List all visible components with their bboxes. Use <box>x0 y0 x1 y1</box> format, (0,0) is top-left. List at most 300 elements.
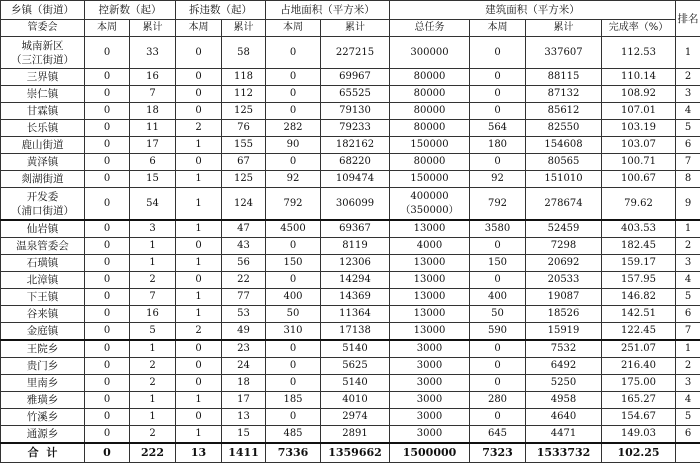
land-week-cell <box>266 69 321 86</box>
chaiwei-week-value: 1 <box>195 394 201 405</box>
kongxin-total-cell <box>130 358 176 375</box>
building-task-value: 3000 <box>417 411 442 422</box>
building-week-cell <box>470 137 526 154</box>
chaiwei-total-value: 112 <box>234 88 253 99</box>
building-total-value: 85612 <box>548 105 580 116</box>
chaiwei-total-value: 47 <box>237 223 250 234</box>
table-row <box>1 255 700 272</box>
table-row <box>1 272 700 289</box>
land-total-value: 306099 <box>336 198 374 209</box>
chaiwei-week-cell <box>176 238 222 255</box>
building-week-cell <box>470 171 526 188</box>
header-row-top <box>1 1 700 20</box>
land-week-cell <box>266 358 321 375</box>
chaiwei-week-value: 0 <box>195 411 201 422</box>
completion-rate-header: 完成率（%） <box>602 20 676 37</box>
kongxin-week-cell <box>85 137 130 154</box>
table-row <box>1 306 700 323</box>
chaiwei-total-value: 23 <box>237 343 250 354</box>
rank-cell <box>676 323 700 341</box>
land-total-value: 68220 <box>339 156 371 167</box>
building-week-cell <box>470 86 526 103</box>
chaiwei-week-value: 0 <box>195 47 201 58</box>
building-week-cell <box>470 238 526 255</box>
total-kongxin-total-cell: 222 <box>130 443 176 463</box>
kongxin-week-cell <box>85 272 130 289</box>
land-week-cell <box>266 289 321 306</box>
chaiwei-week-cell <box>176 171 222 188</box>
chaiwei-total-cell <box>222 103 266 120</box>
rank-cell <box>676 103 700 120</box>
chaiwei-week-cell <box>176 375 222 392</box>
rank-value: 6 <box>685 308 691 319</box>
chaiwei-total-value: 53 <box>237 308 250 319</box>
building-task-value: 80000 <box>414 71 446 82</box>
town-name-cell <box>1 272 85 289</box>
building-task-value: 80000 <box>414 122 446 133</box>
building-week-header: 本周 <box>470 20 526 37</box>
town-name: 剡湖街道 <box>22 173 64 185</box>
kongxin-week-cell <box>85 37 130 69</box>
chaiwei-total-value: 17 <box>237 394 250 405</box>
building-task-adjusted-value: （350000） <box>400 205 458 216</box>
kongxin-week-value: 0 <box>104 428 110 439</box>
table-row <box>1 392 700 409</box>
building-task-cell <box>390 409 470 426</box>
land-week-header: 本周 <box>266 20 321 37</box>
chaiwei-week-value: 0 <box>195 88 201 99</box>
chaiwei-total-cell <box>222 358 266 375</box>
land-week-cell <box>266 426 321 444</box>
rank-cell <box>676 340 700 358</box>
building-total-value: 80565 <box>548 156 580 167</box>
land-total-value: 2974 <box>342 411 367 422</box>
kongxin-week-value: 0 <box>104 360 110 371</box>
town-name: 金庭镇 <box>27 325 59 337</box>
building-task-value: 3000 <box>417 394 442 405</box>
kongxin-total-cell <box>130 220 176 238</box>
land-week-value: 0 <box>290 88 296 99</box>
building-task-value: 80000 <box>414 156 446 167</box>
chaiwei-total-cell <box>222 69 266 86</box>
rank-value: 7 <box>685 156 691 167</box>
kongxin-week-cell <box>85 238 130 255</box>
kongxin-week-value: 0 <box>104 377 110 388</box>
completion-rate-cell <box>602 375 676 392</box>
chaiwei-week-cell <box>176 188 222 221</box>
completion-rate-value: 100.67 <box>621 173 656 184</box>
building-total-value: 6492 <box>551 360 576 371</box>
building-task-cell <box>390 272 470 289</box>
land-total-value: 5140 <box>342 343 367 354</box>
kongxin-total-value: 2 <box>149 274 155 285</box>
town-name-sub: （三江街道） <box>11 54 74 66</box>
land-week-value: 792 <box>283 198 302 209</box>
chaiwei-week-cell <box>176 306 222 323</box>
land-total-cell <box>321 255 390 272</box>
rank-cell <box>676 37 700 69</box>
land-week-cell <box>266 86 321 103</box>
completion-rate-value: 216.40 <box>621 360 656 371</box>
building-total-cell <box>526 306 602 323</box>
building-total-value: 15919 <box>548 325 580 336</box>
land-week-cell <box>266 375 321 392</box>
land-week-value: 0 <box>290 240 296 251</box>
kongxin-week-cell <box>85 409 130 426</box>
building-total-value: 4958 <box>551 394 576 405</box>
chaiwei-total-value: 155 <box>234 139 253 150</box>
table-row <box>1 375 700 392</box>
rank-value: 1 <box>685 223 691 234</box>
kongxin-week-value: 0 <box>104 274 110 285</box>
town-name: 通源乡 <box>27 428 59 440</box>
total-label: 合 计 <box>1 443 85 463</box>
land-week-cell <box>266 409 321 426</box>
kongxin-total-cell <box>130 323 176 341</box>
table-row <box>1 69 700 86</box>
chaiwei-total-cell <box>222 392 266 409</box>
building-task-value: 3000 <box>417 343 442 354</box>
kongxin-total-cell <box>130 120 176 137</box>
chaiwei-total-value: 18 <box>237 377 250 388</box>
kongxin-week-cell <box>85 188 130 221</box>
land-week-value: 50 <box>287 308 300 319</box>
kongxin-total-cell <box>130 306 176 323</box>
land-week-value: 0 <box>290 156 296 167</box>
kongxin-total-cell <box>130 238 176 255</box>
completion-rate-value: 107.01 <box>621 105 656 116</box>
land-week-value: 310 <box>283 325 302 336</box>
chaiwei-week-value: 1 <box>195 173 201 184</box>
header-row-sub <box>1 20 700 37</box>
completion-rate-cell <box>602 289 676 306</box>
chaiwei-total-value: 58 <box>237 47 250 58</box>
land-total-value: 11364 <box>339 308 371 319</box>
kongxin-total-cell <box>130 255 176 272</box>
building-task-cell <box>390 255 470 272</box>
kongxin-total-cell <box>130 154 176 171</box>
chaiwei-total-value: 67 <box>237 156 250 167</box>
kongxin-total-value: 3 <box>149 223 155 234</box>
building-week-value: 645 <box>488 428 507 439</box>
chaiwei-week-value: 1 <box>195 223 201 234</box>
building-total-value: 4640 <box>551 411 576 422</box>
kongxin-week-cell <box>85 358 130 375</box>
chaiwei-total-value: 118 <box>234 71 253 82</box>
land-total-cell <box>321 86 390 103</box>
kongxin-week-cell <box>85 255 130 272</box>
table-row <box>1 358 700 375</box>
building-total-cell <box>526 220 602 238</box>
chaiwei-total-cell <box>222 238 266 255</box>
kongxin-total-value: 11 <box>146 122 159 133</box>
town-name-cell <box>1 255 85 272</box>
chaiwei-total-value: 13 <box>237 411 250 422</box>
building-week-value: 3580 <box>485 223 510 234</box>
building-task-value: 3000 <box>417 360 442 371</box>
chaiwei-week-cell <box>176 392 222 409</box>
completion-rate-value: 159.17 <box>621 257 656 268</box>
land-total-value: 65525 <box>339 88 371 99</box>
chaiwei-total-value: 22 <box>237 274 250 285</box>
land-total-value: 14294 <box>339 274 371 285</box>
kongxin-total-value: 1 <box>149 257 155 268</box>
building-week-cell <box>470 103 526 120</box>
kongxin-total-cell <box>130 69 176 86</box>
completion-rate-cell <box>602 69 676 86</box>
chaiwei-week-value: 0 <box>195 105 201 116</box>
chaiwei-total-value: 125 <box>234 173 253 184</box>
land-week-value: 0 <box>290 377 296 388</box>
land-total-cell <box>321 392 390 409</box>
chaiwei-total-cell <box>222 86 266 103</box>
rank-value: 4 <box>685 105 691 116</box>
kongxin-week-cell <box>85 154 130 171</box>
chaiwei-total-cell <box>222 426 266 444</box>
building-task-cell <box>390 171 470 188</box>
table-row <box>1 137 700 154</box>
building-task-cell <box>390 306 470 323</box>
town-name-cell <box>1 188 85 221</box>
land-total-cell <box>321 69 390 86</box>
building-week-cell <box>470 358 526 375</box>
land-week-cell <box>266 154 321 171</box>
building-total-cell <box>526 323 602 341</box>
table-row <box>1 340 700 358</box>
building-week-value: 0 <box>494 274 500 285</box>
total-building-total-cell: 1533732 <box>526 443 602 463</box>
town-name-cell <box>1 171 85 188</box>
building-week-cell <box>470 392 526 409</box>
completion-rate-cell <box>602 137 676 154</box>
building-total-cell <box>526 375 602 392</box>
land-total-cell <box>321 272 390 289</box>
chaiwei-week-value: 0 <box>195 343 201 354</box>
building-total-cell <box>526 154 602 171</box>
town-name: 谷来镇 <box>27 308 59 320</box>
town-name: 贵门乡 <box>27 360 59 372</box>
kongxin-week-value: 0 <box>104 122 110 133</box>
building-total-value: 82550 <box>548 122 580 133</box>
chaiwei-week-cell <box>176 220 222 238</box>
building-total-cell <box>526 409 602 426</box>
completion-rate-value: 149.03 <box>621 428 656 439</box>
total-kongxin-week-cell: 0 <box>85 443 130 463</box>
land-total-cell <box>321 375 390 392</box>
building-total-cell <box>526 120 602 137</box>
rank-cell <box>676 220 700 238</box>
building-week-cell <box>470 426 526 444</box>
kongxin-week-value: 0 <box>104 257 110 268</box>
building-total-cell <box>526 37 602 69</box>
table-row <box>1 220 700 238</box>
land-area-header: 占地面积（平方米） <box>266 1 390 20</box>
kongxin-total-cell <box>130 392 176 409</box>
land-week-cell <box>266 272 321 289</box>
building-week-value: 0 <box>494 88 500 99</box>
building-task-cell <box>390 37 470 69</box>
land-total-cell <box>321 409 390 426</box>
table-row <box>1 426 700 444</box>
rank-value: 9 <box>685 198 691 209</box>
chaiwei-week-cell <box>176 37 222 69</box>
land-total-header: 累计 <box>321 20 390 37</box>
kongxin-week-cell <box>85 289 130 306</box>
chaiwei-week-cell <box>176 426 222 444</box>
town-name-cell <box>1 409 85 426</box>
town-name-cell <box>1 306 85 323</box>
building-total-cell <box>526 272 602 289</box>
building-total-value: 337607 <box>544 47 582 58</box>
building-total-value: 18526 <box>548 308 580 319</box>
building-week-value: 792 <box>488 198 507 209</box>
kongxin-total-value: 7 <box>149 88 155 99</box>
completion-rate-cell <box>602 154 676 171</box>
land-week-value: 150 <box>283 257 302 268</box>
completion-rate-cell <box>602 272 676 289</box>
building-task-value: 80000 <box>414 105 446 116</box>
town-name: 城南新区 <box>22 40 64 52</box>
kongxin-total-value: 16 <box>146 71 159 82</box>
completion-rate-value: 146.82 <box>621 291 656 302</box>
table-row <box>1 37 700 69</box>
town-name: 黄泽镇 <box>27 156 59 168</box>
building-total-value: 278674 <box>544 198 582 209</box>
building-week-cell <box>470 289 526 306</box>
kongxin-total-cell <box>130 37 176 69</box>
completion-rate-cell <box>602 340 676 358</box>
chaiwei-week-header: 本周 <box>176 20 222 37</box>
town-name: 崇仁镇 <box>27 88 59 100</box>
building-task-value: 13000 <box>414 274 446 285</box>
completion-rate-value: 100.71 <box>621 156 656 167</box>
kongxin-total-cell <box>130 103 176 120</box>
land-week-cell <box>266 103 321 120</box>
building-week-value: 92 <box>491 173 504 184</box>
building-task-cell <box>390 340 470 358</box>
kongxin-week-cell <box>85 392 130 409</box>
kongxin-total-value: 18 <box>146 105 159 116</box>
chaiwei-total-cell <box>222 220 266 238</box>
land-week-value: 282 <box>283 122 302 133</box>
building-task-value: 3000 <box>417 377 442 388</box>
building-task-value: 13000 <box>414 257 446 268</box>
chaiwei-total-cell <box>222 171 266 188</box>
land-total-value: 227215 <box>336 47 374 58</box>
land-total-value: 109474 <box>336 173 374 184</box>
kongxin-week-value: 0 <box>104 343 110 354</box>
chaiwei-total-cell <box>222 375 266 392</box>
kongxin-week-value: 0 <box>104 139 110 150</box>
chaiwei-week-value: 0 <box>195 71 201 82</box>
land-total-cell <box>321 37 390 69</box>
completion-rate-cell <box>602 86 676 103</box>
completion-rate-cell <box>602 306 676 323</box>
town-name: 开发委 <box>27 191 59 203</box>
chaiwei-total-cell <box>222 306 266 323</box>
building-week-value: 0 <box>494 360 500 371</box>
table-row <box>1 86 700 103</box>
land-total-cell <box>321 103 390 120</box>
town-name-cell <box>1 154 85 171</box>
building-week-value: 0 <box>494 156 500 167</box>
chaiwei-total-value: 24 <box>237 360 250 371</box>
land-total-value: 79130 <box>339 105 371 116</box>
rank-value: 1 <box>685 47 691 58</box>
kongxin-total-cell <box>130 409 176 426</box>
chaiwei-week-value: 1 <box>195 308 201 319</box>
table-row <box>1 103 700 120</box>
land-week-value: 92 <box>287 173 300 184</box>
table-row <box>1 154 700 171</box>
land-total-cell <box>321 137 390 154</box>
building-task-cell <box>390 188 470 221</box>
chaiwei-week-value: 0 <box>195 360 201 371</box>
rank-value: 5 <box>685 122 691 133</box>
land-total-cell <box>321 306 390 323</box>
rank-header: 排名 <box>676 1 700 37</box>
building-task-cell <box>390 103 470 120</box>
building-task-value: 400000 <box>410 191 448 202</box>
total-land-total-cell: 1359662 <box>321 443 390 463</box>
chaiwei-total-cell <box>222 37 266 69</box>
chaiwei-total-cell <box>222 323 266 341</box>
building-week-cell <box>470 306 526 323</box>
rank-value: 2 <box>685 240 691 251</box>
kongxin-total-value: 5 <box>149 325 155 336</box>
land-total-cell <box>321 188 390 221</box>
building-task-value: 3000 <box>417 428 442 439</box>
kongxin-week-value: 0 <box>104 223 110 234</box>
completion-rate-value: 122.45 <box>621 325 656 336</box>
building-task-value: 13000 <box>414 291 446 302</box>
chaiwei-week-cell <box>176 255 222 272</box>
completion-rate-cell <box>602 255 676 272</box>
land-week-value: 0 <box>290 411 296 422</box>
kongxin-week-cell <box>85 69 130 86</box>
town-name: 鹿山街道 <box>22 139 64 151</box>
land-week-cell <box>266 392 321 409</box>
kongxin-total-value: 2 <box>149 360 155 371</box>
building-task-value: 300000 <box>410 47 448 58</box>
chaiwei-week-cell <box>176 120 222 137</box>
land-total-cell <box>321 426 390 444</box>
building-week-value: 50 <box>491 308 504 319</box>
rank-value: 6 <box>685 428 691 439</box>
building-week-cell <box>470 255 526 272</box>
building-week-cell <box>470 188 526 221</box>
chaiwei-total-value: 15 <box>237 428 250 439</box>
town-name: 石璜镇 <box>27 257 59 269</box>
town-name-cell <box>1 137 85 154</box>
kongxin-week-cell <box>85 171 130 188</box>
building-total-value: 7298 <box>551 240 576 251</box>
land-total-cell <box>321 289 390 306</box>
chaiwei-total-header: 累计 <box>222 20 266 37</box>
building-week-value: 0 <box>494 105 500 116</box>
town-name: 王院乡 <box>27 343 59 355</box>
chaiwei-week-value: 0 <box>195 240 201 251</box>
kongxin-total-value: 33 <box>146 47 159 58</box>
total-building-task-cell: 1500000 <box>390 443 470 463</box>
chaiwei-total-value: 124 <box>234 198 253 209</box>
rank-cell <box>676 69 700 86</box>
land-week-cell <box>266 171 321 188</box>
kongxin-week-value: 0 <box>104 156 110 167</box>
building-task-cell <box>390 220 470 238</box>
town-name-cell <box>1 392 85 409</box>
building-week-value: 590 <box>488 325 507 336</box>
